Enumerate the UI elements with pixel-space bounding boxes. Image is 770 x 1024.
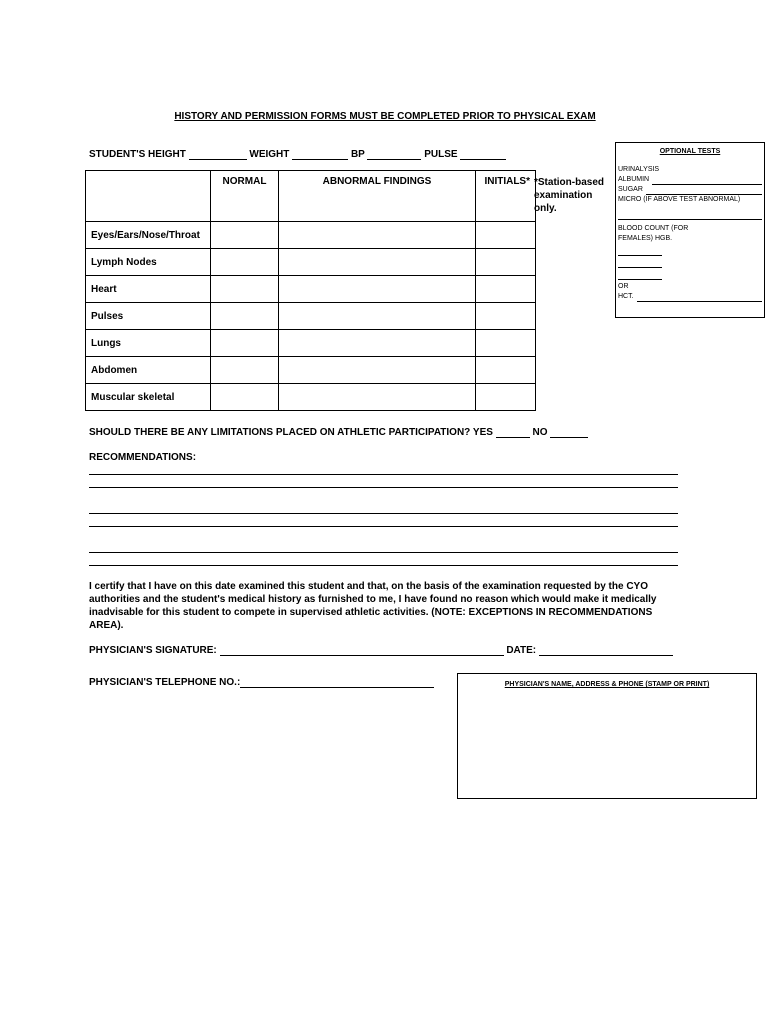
- albumin-line: [618, 175, 762, 185]
- table-row: [86, 330, 536, 357]
- abnormal-cell[interactable]: [279, 249, 476, 276]
- limitations-line: [89, 427, 588, 438]
- normal-cell[interactable]: [211, 303, 279, 330]
- weight-label: WEIGHT: [249, 149, 290, 160]
- hct-field[interactable]: [637, 292, 762, 302]
- pulse-label: PULSE: [424, 149, 458, 160]
- normal-cell[interactable]: [211, 384, 279, 411]
- header-blank-cell: [86, 171, 211, 222]
- or-label: OR: [618, 283, 629, 290]
- hct-line: [618, 292, 762, 302]
- vitals-line: [89, 149, 506, 160]
- hgb-field-2[interactable]: [618, 256, 662, 268]
- recommendation-line-3[interactable]: [89, 513, 678, 514]
- yes-label: YES: [472, 427, 493, 438]
- telephone-label: PHYSICIAN'S TELEPHONE NO.:: [89, 677, 241, 688]
- form-header: HISTORY AND PERMISSION FORMS MUST BE COMPLETED PRIOR TO PHYSICAL EXAM: [174, 111, 596, 122]
- row-label: Muscular skeletal: [86, 384, 211, 411]
- sugar-label: SUGAR: [618, 186, 643, 193]
- signature-label: PHYSICIAN'S SIGNATURE:: [89, 645, 217, 656]
- albumin-field[interactable]: [652, 175, 762, 185]
- table-row: [86, 249, 536, 276]
- telephone-line: [89, 677, 434, 688]
- initials-cell[interactable]: [476, 276, 536, 303]
- micro-label: MICRO (IF ABOVE TEST ABNORMAL): [618, 196, 741, 203]
- column-header-abnormal: ABNORMAL FINDINGS: [279, 171, 476, 222]
- height-field[interactable]: [189, 159, 247, 160]
- row-label: Abdomen: [86, 357, 211, 384]
- abnormal-cell[interactable]: [279, 222, 476, 249]
- recommendation-line-5[interactable]: [89, 552, 678, 553]
- hct-label: HCT.: [618, 293, 634, 300]
- limitations-question: SHOULD THERE BE ANY LIMITATIONS PLACED ON ATHLETIC PARTICIPATION?: [89, 427, 471, 438]
- table-header-row: [86, 171, 536, 222]
- bp-field[interactable]: [367, 159, 421, 160]
- albumin-label: ALBUMIN: [618, 176, 650, 183]
- height-label: STUDENT'S HEIGHT: [89, 149, 186, 160]
- stamp-box-label: PHYSICIAN'S NAME, ADDRESS & PHONE (STAMP OR PRINT): [504, 681, 710, 688]
- sugar-line: [618, 185, 762, 195]
- recommendation-line-4[interactable]: [89, 526, 678, 527]
- no-label: NO: [532, 427, 548, 438]
- initials-cell[interactable]: [476, 222, 536, 249]
- row-label: Heart: [86, 276, 211, 303]
- recommendation-line-2[interactable]: [89, 487, 678, 488]
- recommendation-line-1[interactable]: [89, 474, 678, 475]
- initials-cell[interactable]: [476, 249, 536, 276]
- table-row: [86, 303, 536, 330]
- normal-cell[interactable]: [211, 222, 279, 249]
- bp-label: BP: [350, 149, 365, 160]
- table-row: [86, 222, 536, 249]
- initials-cell[interactable]: [476, 330, 536, 357]
- pulse-field[interactable]: [460, 159, 506, 160]
- signature-line: [89, 645, 673, 656]
- yes-field[interactable]: [496, 437, 530, 438]
- telephone-field[interactable]: [240, 687, 434, 688]
- hgb-field-3[interactable]: [618, 268, 662, 280]
- table-row: [86, 384, 536, 411]
- recommendations-label: RECOMMENDATIONS:: [89, 452, 197, 463]
- normal-cell[interactable]: [211, 276, 279, 303]
- abnormal-cell[interactable]: [279, 303, 476, 330]
- recommendation-line-6[interactable]: [89, 565, 678, 566]
- weight-field[interactable]: [292, 159, 348, 160]
- initials-cell[interactable]: [476, 303, 536, 330]
- column-header-initials: INITIALS*: [476, 171, 536, 222]
- row-label: Pulses: [86, 303, 211, 330]
- signature-field[interactable]: [220, 655, 504, 656]
- abnormal-cell[interactable]: [279, 384, 476, 411]
- normal-cell[interactable]: [211, 249, 279, 276]
- row-label: Lungs: [86, 330, 211, 357]
- initials-cell[interactable]: [476, 384, 536, 411]
- table-row: [86, 276, 536, 303]
- blood-count-label: BLOOD COUNT (FOR FEMALES) HGB.: [618, 225, 689, 242]
- optional-tests-title: OPTIONAL TESTS: [659, 148, 721, 155]
- normal-cell[interactable]: [211, 357, 279, 384]
- column-header-normal: NORMAL: [211, 171, 279, 222]
- initials-cell[interactable]: [476, 357, 536, 384]
- row-label: Eyes/Ears/Nose/Throat: [86, 222, 211, 249]
- abnormal-cell[interactable]: [279, 330, 476, 357]
- date-label: DATE:: [506, 645, 537, 656]
- abnormal-cell[interactable]: [279, 276, 476, 303]
- sugar-field[interactable]: [646, 185, 762, 195]
- table-row: [86, 357, 536, 384]
- urinalysis-label: URINALYSIS: [618, 166, 660, 173]
- optional-tests-box: [615, 142, 765, 318]
- date-field[interactable]: [539, 655, 673, 656]
- certification-text: I certify that I have on this date examined this student and that, on the basis of the examination requested by the CYO authorities and the student's medical history as furnished to me, I have found no reason which would make it medically inadvisable for this student to compete in supervised athletic activities. (NOTE: EXCEPTIONS IN RECOMMENDATIONS AREA).: [89, 581, 657, 631]
- station-note: *Station-based examination only.: [534, 177, 605, 214]
- hgb-field-1[interactable]: [618, 244, 662, 256]
- abnormal-cell[interactable]: [279, 357, 476, 384]
- normal-cell[interactable]: [211, 330, 279, 357]
- micro-field[interactable]: [618, 205, 762, 220]
- physician-stamp-box[interactable]: [457, 673, 757, 799]
- row-label: Lymph Nodes: [86, 249, 211, 276]
- exam-table: [85, 170, 536, 411]
- no-field[interactable]: [550, 437, 588, 438]
